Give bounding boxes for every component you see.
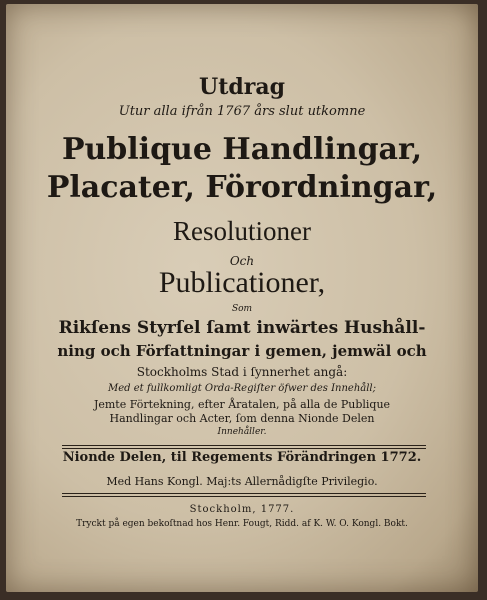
divider-rule: [62, 493, 426, 494]
title-page: [6, 4, 478, 592]
divider-rule: [62, 445, 426, 446]
desc-line-3: Stockholms Stad i ſynnerhet angå:: [136, 365, 348, 379]
desc-line-2: ning och Författningar i gemen, jemwäl och: [57, 342, 427, 360]
privilege-line: Med Hans Kongl. Maj:ts Allernådigſte Privilegio.: [106, 475, 378, 488]
part-line: Nionde Delen, til Regements Förändringen 1772.: [62, 450, 422, 465]
imprint-place: Stockholm, 1777.: [189, 504, 295, 515]
line-publicationer: Publicationer,: [158, 266, 326, 299]
register-line: Med et fullkomligt Orda-Regiſter öfwer des Innehåll;: [107, 383, 377, 394]
line-publique: Publique Handlingar,: [61, 132, 423, 167]
jemte-line-1: Jemte Förtekning, efter Åratalen, på alla de Publique: [93, 398, 391, 411]
divider-rule: [62, 448, 426, 449]
connector-och: Och: [229, 254, 255, 268]
subheading: Utur alla ifrån 1767 års slut utkomne: [118, 104, 366, 119]
divider-rule: [62, 496, 426, 497]
desc-line-1: Rikſens Styrſel ſamt inwärtes Hushåll-: [58, 318, 426, 338]
line-resolutioner: Resolutioner: [173, 216, 311, 246]
connector-som: Som: [231, 304, 253, 314]
jemte-line-2: Handlingar och Acter, ſom denna Nionde Delen: [109, 412, 375, 425]
heading: Utdrag: [199, 74, 285, 100]
imprint-printer: Tryckt på egen bekoſtnad hos Henr. Fougt, Ridd. af K. W. O. Kongl. Bokt.: [76, 519, 408, 529]
line-placater: Placater, Förordningar,: [46, 170, 438, 205]
jemte-line-3: Innehåller.: [217, 427, 267, 437]
